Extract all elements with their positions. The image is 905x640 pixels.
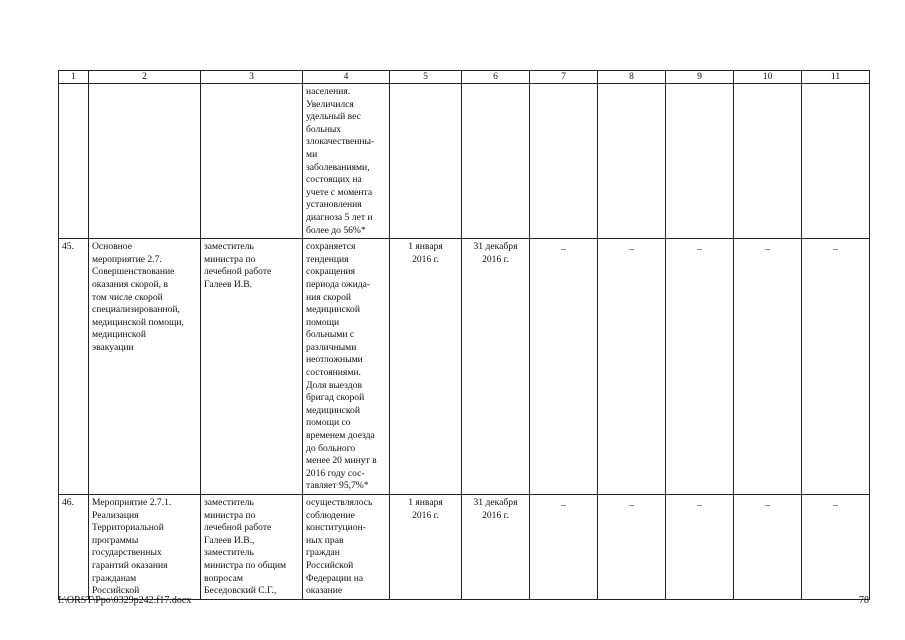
header-cell: 5 <box>390 71 462 84</box>
end-date-cell <box>462 239 530 495</box>
header-cell: 6 <box>462 71 530 84</box>
cell-text-line: менее 20 минут в <box>306 455 377 467</box>
cell-text-line: эвакуации <box>92 341 134 353</box>
cell-text-line: удельный вес <box>306 111 361 123</box>
cell-text-line: специализированной, <box>92 304 180 316</box>
cell-text-line: ных прав <box>306 534 344 546</box>
cell-text-line: состояниями. <box>306 367 361 379</box>
cell-text-line: 1 января <box>408 241 443 253</box>
cell-text-line: ния скорой <box>306 291 352 303</box>
cell-text-line: Галеев И.В. <box>204 278 253 290</box>
cell-text-line: гарантий оказания <box>92 559 168 571</box>
dash-mark: – <box>561 244 566 256</box>
header-cell: 7 <box>530 71 598 84</box>
cell-text-line: Основное <box>92 241 132 253</box>
column-7-cell <box>530 84 598 239</box>
cell-text-line: Увеличился <box>306 98 354 110</box>
column-11-cell <box>802 239 870 495</box>
cell-text-line: 2016 г. <box>482 253 509 265</box>
responsible-cell <box>201 495 303 600</box>
result-cell <box>303 495 390 600</box>
dash-mark: – <box>765 244 770 256</box>
cell-text-line: Реализация <box>92 509 139 521</box>
row-number-cell: 46. <box>59 495 89 600</box>
row-number-cell: 45. <box>59 239 89 495</box>
cell-text-line: гражданам <box>92 572 137 584</box>
cell-text-line: заместитель <box>204 547 254 559</box>
column-11-cell <box>802 84 870 239</box>
column-10-cell <box>734 239 802 495</box>
cell-text-line: 2016 г. <box>412 253 439 265</box>
cell-text-line: больными с <box>306 329 355 341</box>
column-9-cell <box>666 84 734 239</box>
cell-text-line: том числе скорой <box>92 291 163 303</box>
cell-text-line: тенденция <box>306 253 349 265</box>
cell-text-line: сохраняется <box>306 241 356 253</box>
responsible-cell <box>201 84 303 239</box>
start-date-cell <box>390 239 462 495</box>
cell-text-line: мероприятие 2.7. <box>92 253 162 265</box>
cell-text-line: Российской <box>306 559 354 571</box>
table-row <box>59 495 870 600</box>
cell-text-line: Российской <box>92 585 140 597</box>
column-9-cell <box>666 495 734 600</box>
name-cell <box>89 495 201 600</box>
header-cell: 10 <box>734 71 802 84</box>
header-cell: 8 <box>598 71 666 84</box>
cell-text-line: Федерации на <box>306 572 364 584</box>
cell-text-line: осуществлялось <box>306 497 373 508</box>
header-cell: 9 <box>666 71 734 84</box>
start-date-cell <box>390 495 462 600</box>
end-date-cell <box>462 495 530 600</box>
cell-text-line: 2016 году сос- <box>306 467 365 479</box>
cell-text-line: Совершенствование <box>92 266 175 278</box>
name-cell <box>89 84 201 239</box>
cell-text-line: бригад скорой <box>306 392 365 404</box>
cell-text-line: министра по <box>204 509 256 521</box>
row-number-cell <box>59 84 89 239</box>
table-row <box>59 239 870 495</box>
cell-text-line: злокачественны- <box>306 136 375 148</box>
dash-mark: – <box>561 500 566 511</box>
cell-text-line: до больного <box>306 442 356 454</box>
cell-text-line: медицинской <box>306 304 360 316</box>
column-10-cell <box>734 84 802 239</box>
cell-text-line: 2016 г. <box>482 509 509 521</box>
column-8-cell <box>598 239 666 495</box>
cell-text-line: медицинской <box>92 329 146 341</box>
cell-text-line: 1 января <box>408 497 443 508</box>
cell-text-line: периода ожида- <box>306 278 371 290</box>
header-cell: 11 <box>802 71 870 84</box>
table-row <box>59 84 870 239</box>
cell-text-line: заместитель <box>204 497 254 508</box>
cell-text-line: помощи со <box>306 417 351 429</box>
cell-text-line: соблюдение <box>306 509 355 521</box>
cell-text-line: Доля выездов <box>306 379 362 391</box>
cell-text-line: заместитель <box>204 241 254 253</box>
dash-mark: – <box>833 244 838 256</box>
result-cell <box>303 84 390 239</box>
end-date-cell <box>462 84 530 239</box>
cell-text-line: конституцион- <box>306 522 366 534</box>
cell-text-line: медицинской помощи, <box>92 316 184 328</box>
cell-text-line: Территориальной <box>92 522 164 534</box>
cell-text-line: более до 56%* <box>306 224 366 236</box>
cell-text-line: Беседовский С.Г., <box>204 585 277 597</box>
cell-text-line: установления <box>306 199 362 211</box>
cell-text-line: государственных <box>92 547 162 559</box>
cell-text-line: лечебной работе <box>204 522 272 534</box>
dash-mark: – <box>697 244 702 256</box>
cell-text-line: неотложными <box>306 354 363 366</box>
cell-text-line: тавляет 95,7%* <box>306 480 369 492</box>
cell-text-line: медицинской <box>306 404 360 416</box>
cell-text-line: граждан <box>306 547 340 559</box>
cell-text-line: сокращения <box>306 266 356 278</box>
cell-text-line: диагноза 5 лет и <box>306 211 373 223</box>
dash-mark: – <box>833 500 838 511</box>
header-cell: 4 <box>303 71 390 84</box>
cell-text-line: 2016 г. <box>412 509 439 521</box>
cell-text-line: временем доезда <box>306 430 375 442</box>
cell-text-line: Мероприятие 2.7.1. <box>92 497 172 508</box>
result-cell <box>303 239 390 495</box>
cell-text-line: министра по общим <box>204 559 287 571</box>
column-7-cell <box>530 239 598 495</box>
header-cell: 1 <box>59 71 89 84</box>
dash-mark: – <box>629 244 634 256</box>
cell-text-line: министра по <box>204 253 256 265</box>
cell-text-line: различными <box>306 341 357 353</box>
report-table <box>58 70 870 600</box>
cell-text-line: ми <box>306 148 318 160</box>
cell-text-line: вопросам <box>204 572 243 584</box>
cell-text-line: оказания скорой, в <box>92 278 168 290</box>
dash-mark: – <box>697 500 702 511</box>
cell-text-line: учете с момента <box>306 186 373 198</box>
cell-text-line: состоящих на <box>306 174 362 186</box>
responsible-cell <box>201 239 303 495</box>
cell-text-line: больных <box>306 123 342 135</box>
cell-text-line: населения. <box>306 86 351 97</box>
name-cell <box>89 239 201 495</box>
cell-text-line: помощи <box>306 316 340 328</box>
column-11-cell <box>802 495 870 600</box>
dash-mark: – <box>629 500 634 511</box>
column-8-cell <box>598 495 666 600</box>
column-10-cell <box>734 495 802 600</box>
header-cell: 3 <box>201 71 303 84</box>
cell-text-line: Галеев И.В., <box>204 534 255 546</box>
header-cell: 2 <box>89 71 201 84</box>
column-number-header-row <box>59 71 870 84</box>
footer-file-path: I:\ORST\Ppo\0329p242.f17.docx <box>58 595 192 606</box>
cell-text-line: лечебной работе <box>204 266 272 278</box>
column-9-cell <box>666 239 734 495</box>
column-8-cell <box>598 84 666 239</box>
cell-text-line: заболеваниями, <box>306 161 370 173</box>
cell-text-line: 31 декабря <box>473 241 518 253</box>
cell-text-line: программы <box>92 534 139 546</box>
cell-text-line: 31 декабря <box>473 497 518 508</box>
page-number: 78 <box>859 595 869 606</box>
cell-text-line: оказание <box>306 585 343 597</box>
start-date-cell <box>390 84 462 239</box>
dash-mark: – <box>765 500 770 511</box>
column-7-cell <box>530 495 598 600</box>
